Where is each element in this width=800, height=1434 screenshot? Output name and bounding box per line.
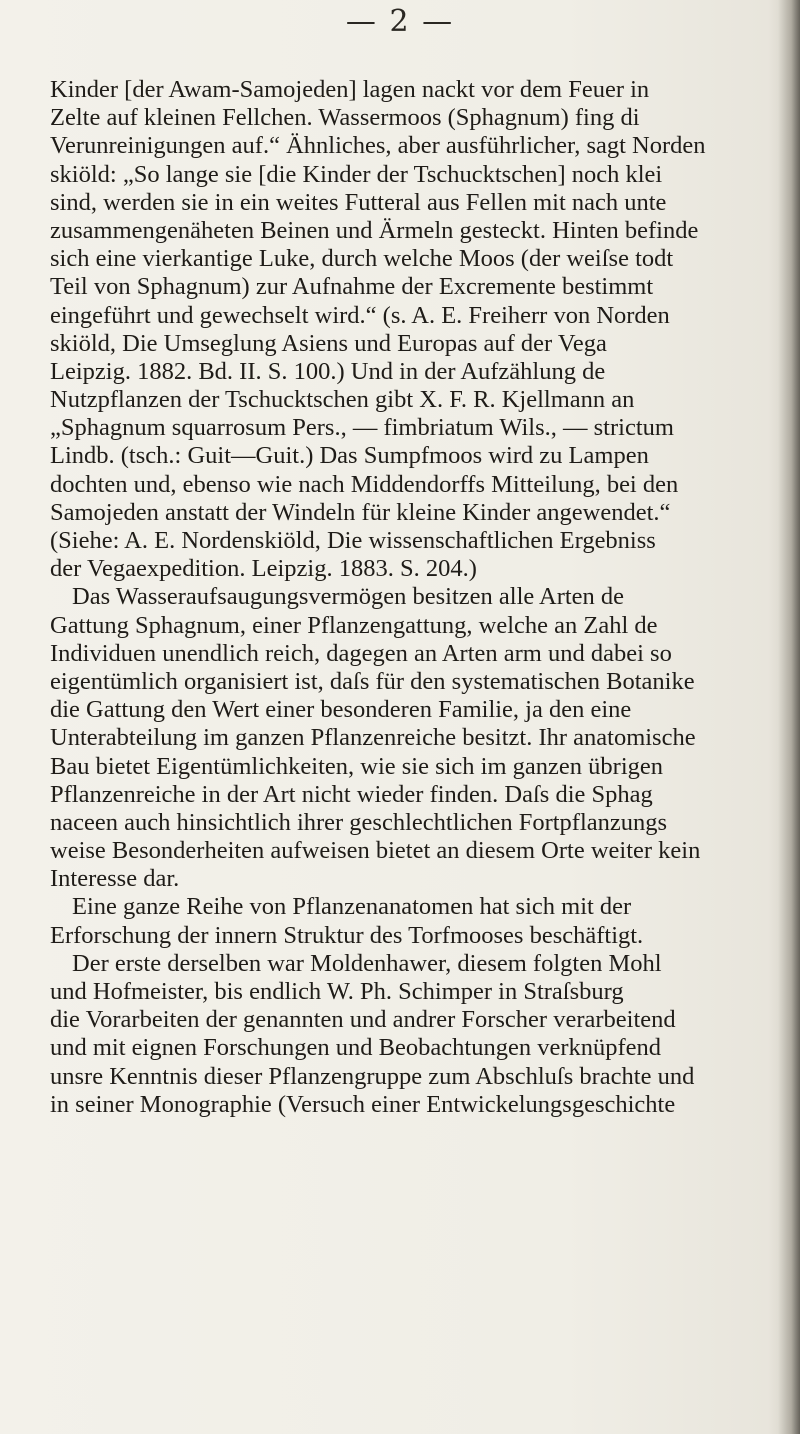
text-line: Samojeden anstatt der Windeln für kleine Kinder angewendet.“ [50, 498, 671, 526]
text-line: die Vorarbeiten der genannten und andrer Forscher verarbeitend [50, 1006, 676, 1034]
text-line: Kinder [der Awam-Samojeden] lagen nackt vor dem Feuer in [50, 76, 650, 103]
text-line: Lindb. (tsch.: Guit—Guit.) Das Sumpfmoos wird zu Lampen [50, 442, 649, 470]
text-line: Bau bietet Eigentümlichkeiten, wie sie sich im ganzen übrigen [50, 752, 664, 780]
text-line: Das Wasseraufsaugungsvermögen besitzen alle Arten de [72, 583, 625, 611]
text-line: Gattung Sphagnum, einer Pflanzengattung, welche an Zahl de [50, 611, 658, 639]
text-line: und mit eignen Forschungen und Beobachtungen verknüpfend [50, 1034, 662, 1062]
page-number-header: — 2 — [345, 4, 455, 39]
text-line: Verunreinigungen auf.“ Ähnliches, aber ausführlicher, sagt Norden [50, 132, 706, 160]
text-line: (Siehe: A. E. Nordenskiöld, Die wissenschaftlichen Ergebniss [50, 527, 656, 554]
page-edge-shadow [778, 0, 800, 1434]
text-line: skiöld: „So lange sie [die Kinder der Tschucktschen] noch klei [50, 160, 663, 188]
text-line: Unterabteilung im ganzen Pflanzenreiche besitzt. Ihr anatomische [50, 724, 696, 752]
text-line: Teil von Sphagnum) zur Aufnahme der Excremente bestimmt [50, 273, 654, 301]
text-line: Eine ganze Reihe von Pflanzenanatomen hat sich mit der [72, 893, 632, 921]
text-line: eingeführt und gewechselt wird.“ (s. A. E. Freiherr von Norden [50, 301, 670, 329]
body-text [50, 76, 774, 1119]
text-line: dochten und, ebenso wie nach Middendorffs Mitteilung, bei den [50, 470, 679, 498]
text-line: naceen auch hinsichtlich ihrer geschlechtlichen Fortpflanzungs [50, 808, 668, 836]
text-line: die Gattung den Wert einer besonderen Familie, ja den eine [50, 696, 632, 724]
text-line: Zelte auf kleinen Fellchen. Wassermoos (Sphagnum) fing di [50, 104, 640, 132]
text-line: Individuen unendlich reich, dagegen an Arten arm und dabei so [50, 639, 672, 667]
text-line: sind, werden sie in ein weites Futteral aus Fellen mit nach unte [50, 188, 667, 216]
text-line: sich eine vierkantige Luke, durch welche Moos (der weiſse todt [50, 245, 674, 273]
text-line: und Hofmeister, bis endlich W. Ph. Schimper in Straſsburg [50, 978, 624, 1005]
text-line: eigentümlich organisiert ist, daſs für den systematischen Botanike [50, 667, 695, 695]
text-line: „Sphagnum squarrosum Pers., — fimbriatum Wils., — strictum [50, 414, 674, 442]
text-line: Der erste derselben war Moldenhawer, diesem folgten Mohl [72, 949, 662, 977]
text-line: der Vegaexpedition. Leipzig. 1883. S. 204.) [50, 555, 477, 583]
text-line: Pflanzenreiche in der Art nicht wieder finden. Daſs die Sphag [50, 780, 653, 808]
text-line: Leipzig. 1882. Bd. II. S. 100.) Und in der Aufzählung de [50, 357, 606, 385]
text-line: Erforschung der innern Struktur des Torfmooses beschäftigt. [50, 921, 644, 949]
text-line: zusammengenäheten Beinen und Ärmeln gesteckt. Hinten befinde [50, 216, 699, 244]
text-line: weise Besonderheiten aufweisen bietet an diesem Orte weiter kein [50, 837, 701, 865]
text-line: Interesse dar. [50, 865, 180, 893]
text-line: in seiner Monographie (Versuch einer Entwickelungsgeschichte [50, 1090, 676, 1118]
text-line: Nutzpflanzen der Tschucktschen gibt X. F. R. Kjellmann an [50, 386, 635, 414]
text-line: skiöld, Die Umseglung Asiens und Europas auf der Vega [50, 329, 607, 357]
text-line: unsre Kenntnis dieser Pflanzengruppe zum Abschluſs brachte und [50, 1062, 695, 1090]
